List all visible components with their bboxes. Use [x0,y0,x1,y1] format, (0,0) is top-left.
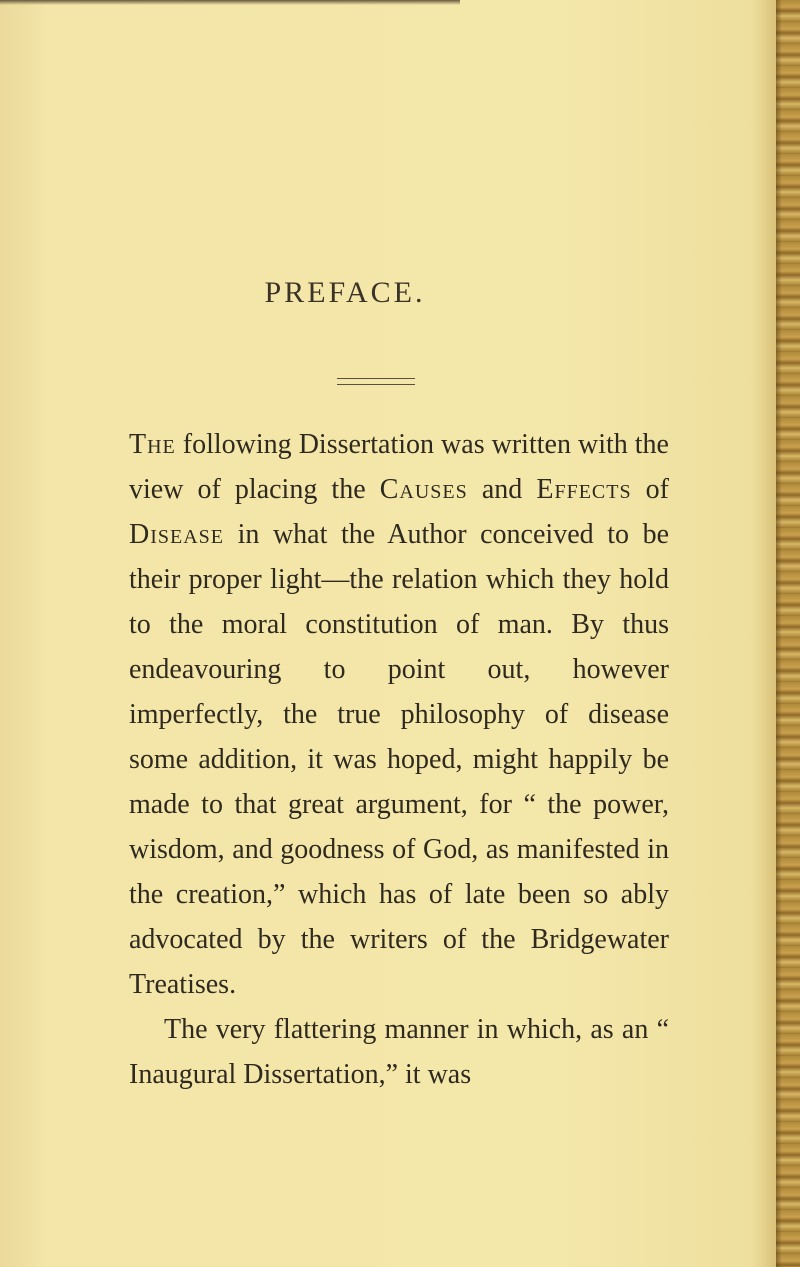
text-run: following Dissertation was written with the view of placing the [129,429,669,505]
text-run: and [467,474,537,505]
body-text [129,422,669,1097]
text-run: Disease [129,519,225,550]
text-run: The very flattering manner in which, as an “ Inaugural Dissertation,” it was [129,1014,669,1090]
text-run: in what the Author conceived to be their proper light—the relation which they hold to the moral constitution of man. By thus endeavouring to point out, however imperfectly, the true philosophy of disease some addition, it was hoped, might happily be made to that great argument, for “ the power, wisdom, and goodness of God, as manifested in the creation,” which has of late been so ably advocated by the writers of the Bridgewater Treatises. [129,519,669,1000]
text-run: Causes [379,474,468,505]
text-run: Effects [536,474,632,505]
text-run: of [631,474,670,505]
heading-rule [337,378,415,385]
paragraph-1 [129,422,669,1007]
paragraph-2 [129,1007,669,1097]
page-heading: PREFACE. [264,276,426,309]
book-edge [776,0,800,1267]
page-top-shadow [0,0,460,5]
text-run: The [129,429,176,460]
